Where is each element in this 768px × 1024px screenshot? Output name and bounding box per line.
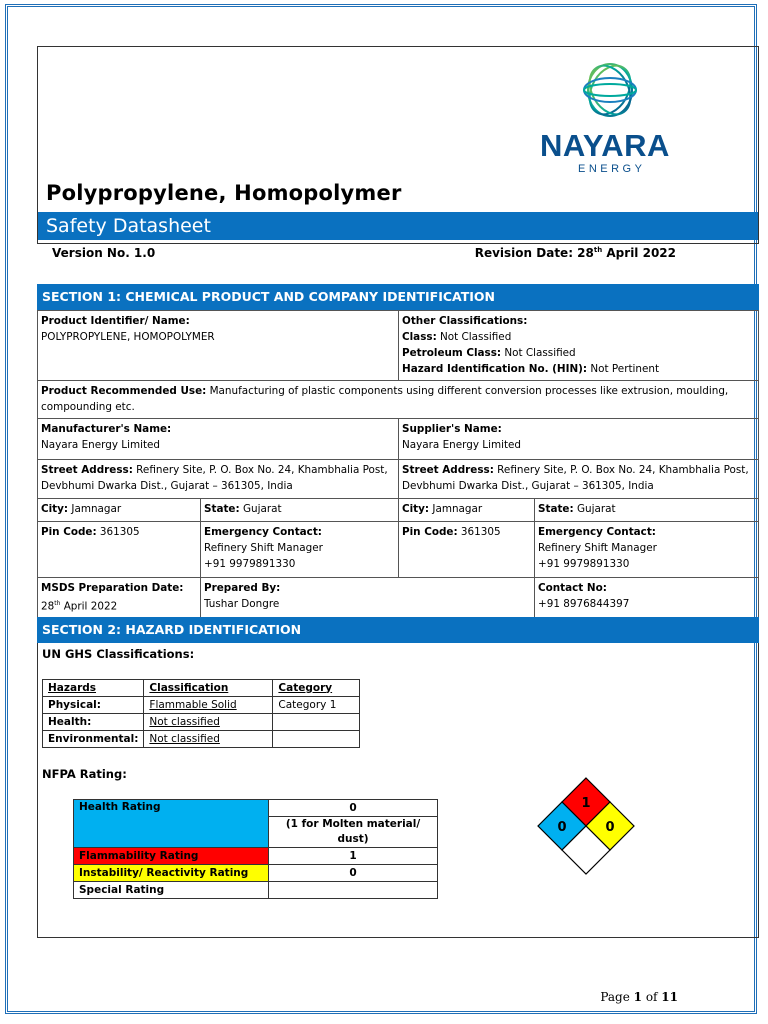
pin-right-cell	[398, 521, 535, 578]
ghs-table	[42, 679, 360, 748]
table-row	[74, 882, 438, 899]
class-value: Not Classified	[436, 331, 512, 343]
health-rating-note: (1 for Molten material/ dust)	[269, 817, 438, 848]
street-address-value: Refinery Site, P. O. Box No. 24, Khambhalia Post, Devbhumi Dwarka Dist., Gujarat – 361305, India	[41, 464, 388, 492]
health-rating-value: 0	[269, 800, 438, 817]
logo-wordmark: NAYARA	[540, 128, 670, 163]
recommended-use-cell	[37, 380, 759, 419]
section1-header: SECTION 1: CHEMICAL PRODUCT AND COMPANY IDENTIFICATION	[37, 284, 759, 310]
state-left-cell	[200, 498, 399, 522]
emergency-label: Emergency Contact:	[204, 526, 322, 538]
table-row	[43, 680, 360, 697]
state-value: Gujarat	[239, 503, 282, 515]
street-address-label: Street Address:	[41, 464, 133, 476]
pin-value: 361305	[96, 526, 140, 538]
city-value: Jamnagar	[68, 503, 122, 515]
manufacturer-cell	[37, 418, 399, 460]
city-label: City:	[402, 503, 430, 515]
table-cell	[273, 731, 360, 748]
table-cell: Environmental:	[43, 731, 144, 748]
table-header-cell: Hazards	[43, 680, 144, 697]
table-cell: Category 1	[273, 697, 360, 714]
revision-date: Revision Date: 28th April 2022	[474, 246, 676, 260]
table-header-cell: Classification	[144, 680, 273, 697]
product-identifier-cell	[37, 310, 399, 381]
product-identifier-value: POLYPROPYLENE, HOMOPOLYMER	[41, 331, 215, 343]
health-rating-label: Health Rating	[74, 800, 269, 848]
pin-value: 361305	[457, 526, 501, 538]
table-row	[43, 697, 360, 714]
hin-label: Hazard Identification No. (HIN):	[402, 363, 588, 375]
hin-value: Not Pertinent	[587, 363, 660, 375]
supplier-cell	[398, 418, 759, 460]
state-label: State:	[538, 503, 574, 515]
prepared-by-cell	[200, 577, 535, 618]
nfpa-label: NFPA Rating:	[42, 767, 127, 781]
diamond-health-value: 0	[557, 820, 567, 835]
table-cell: Not classified	[144, 731, 273, 748]
contact-no-value: +91 8976844397	[538, 598, 630, 610]
pin-label: Pin Code:	[41, 526, 97, 538]
product-identifier-label: Product Identifier/ Name:	[41, 315, 190, 327]
manufacturer-value: Nayara Energy Limited	[41, 439, 161, 451]
msds-date-value: 28th April 2022	[41, 600, 118, 613]
msds-date-label: MSDS Preparation Date:	[41, 582, 184, 594]
supplier-value: Nayara Energy Limited	[402, 439, 522, 451]
flammability-rating-value: 1	[269, 848, 438, 865]
prepared-by-label: Prepared By:	[204, 582, 281, 594]
other-class-label: Other Classifications:	[402, 315, 528, 327]
city-value: Jamnagar	[429, 503, 483, 515]
table-row	[43, 731, 360, 748]
nfpa-diamond-icon	[536, 775, 636, 880]
table-row	[74, 865, 438, 882]
pin-left-cell	[37, 521, 201, 578]
nfpa-table	[73, 799, 438, 899]
manufacturer-label: Manufacturer's Name:	[41, 423, 172, 435]
emergency-role: Refinery Shift Manager	[204, 542, 323, 554]
section2-header: SECTION 2: HAZARD IDENTIFICATION	[37, 617, 759, 643]
logo-subtext: ENERGY	[578, 163, 646, 175]
table-cell: Physical:	[43, 697, 144, 714]
supplier-label: Supplier's Name:	[402, 423, 502, 435]
emergency-left-cell	[200, 521, 399, 578]
table-cell: Health:	[43, 714, 144, 731]
state-value: Gujarat	[573, 503, 616, 515]
special-rating-label: Special Rating	[74, 882, 269, 899]
table-cell	[273, 714, 360, 731]
state-right-cell	[534, 498, 759, 522]
pin-label: Pin Code:	[402, 526, 458, 538]
street-address-left-cell	[37, 459, 399, 499]
emergency-phone: +91 9979891330	[204, 558, 296, 570]
table-header-cell: Category	[273, 680, 360, 697]
emergency-right-cell	[534, 521, 759, 578]
state-label: State:	[204, 503, 240, 515]
other-classifications-cell	[398, 310, 759, 381]
street-address-right-cell	[398, 459, 759, 499]
city-label: City:	[41, 503, 69, 515]
table-cell: Flammable Solid	[144, 697, 273, 714]
contact-no-label: Contact No:	[538, 582, 607, 594]
table-row	[74, 800, 438, 817]
emergency-role: Refinery Shift Manager	[538, 542, 657, 554]
diamond-reactivity-value: 0	[605, 820, 615, 835]
special-rating-value	[269, 882, 438, 899]
ghs-label: UN GHS Classifications:	[42, 647, 195, 661]
street-address-value: Refinery Site, P. O. Box No. 24, Khambhalia Post, Devbhumi Dwarka Dist., Gujarat – 361305, India	[402, 464, 749, 492]
page-number: Page 1 of 11	[600, 990, 678, 1004]
table-cell: Not classified	[144, 714, 273, 731]
emergency-phone: +91 9979891330	[538, 558, 630, 570]
reactivity-rating-value: 0	[269, 865, 438, 882]
flammability-rating-label: Flammability Rating	[74, 848, 269, 865]
document-subtitle: Safety Datasheet	[38, 212, 758, 240]
table-row	[74, 848, 438, 865]
table-row	[43, 714, 360, 731]
recommended-use-value: Manufacturing of plastic components using different conversion processes like extrusion, moulding, compounding etc.	[41, 385, 729, 413]
prepared-by-value: Tushar Dongre	[204, 598, 280, 610]
emergency-label: Emergency Contact:	[538, 526, 656, 538]
msds-date-cell	[37, 577, 201, 618]
diamond-flammability-value: 1	[581, 796, 591, 811]
petroleum-class-label: Petroleum Class:	[402, 347, 502, 359]
class-label: Class:	[402, 331, 437, 343]
city-right-cell	[398, 498, 535, 522]
contact-no-cell	[534, 577, 759, 618]
reactivity-rating-label: Instability/ Reactivity Rating	[74, 865, 269, 882]
recommended-use-label: Product Recommended Use:	[41, 385, 207, 397]
version-number: Version No. 1.0	[52, 246, 156, 260]
petroleum-class-value: Not Classified	[501, 347, 576, 359]
document-title: Polypropylene, Homopolymer	[46, 181, 402, 205]
street-address-label: Street Address:	[402, 464, 494, 476]
city-left-cell	[37, 498, 201, 522]
